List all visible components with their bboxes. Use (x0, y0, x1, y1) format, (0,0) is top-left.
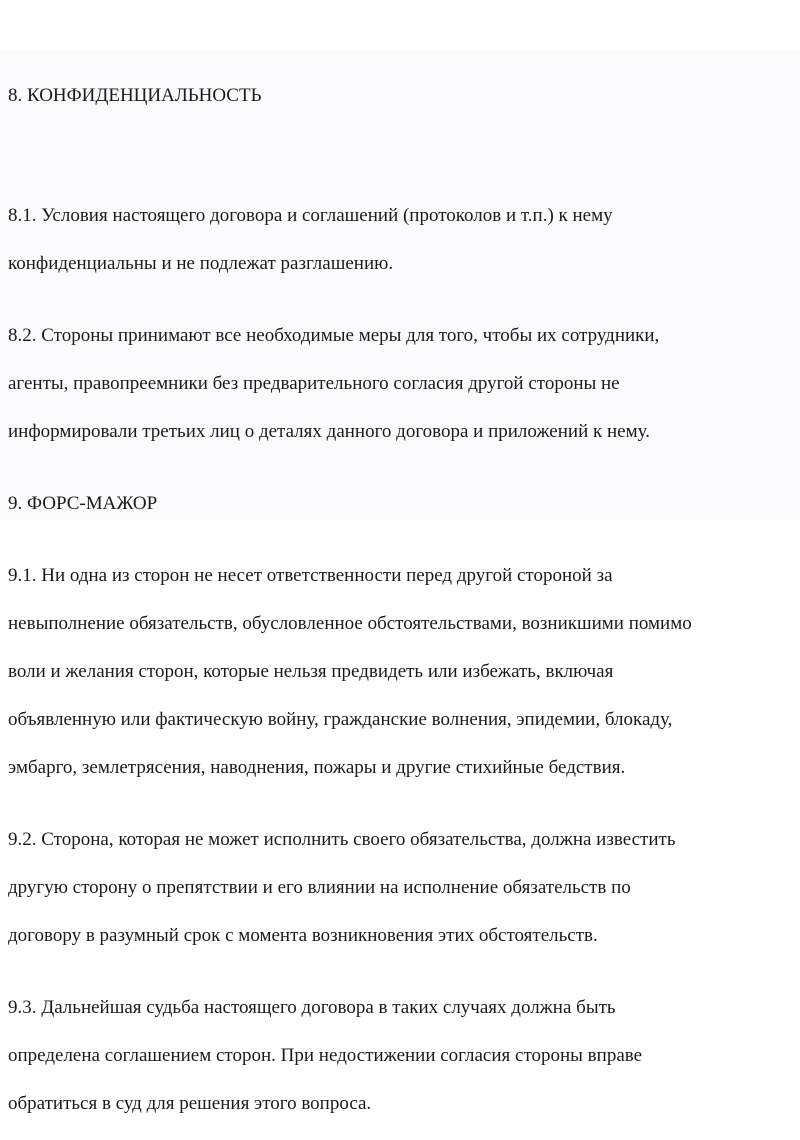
clause-9-1-line-1: 9.1. Ни одна из сторон не несет ответственности перед другой стороной за (8, 565, 613, 586)
clause-9-2-line-2: другую сторону о препятствии и его влиянии на исполнение обязательств по (8, 877, 631, 898)
clause-9-3-line-2: определена соглашением сторон. При недостижении согласия стороны вправе (8, 1045, 643, 1066)
clause-9-2-line-1: 9.2. Сторона, которая не может исполнить своего обязательства, должна известить (8, 829, 676, 850)
blank-line (8, 132, 788, 156)
clause-9-1-line-3: воли и желания сторон, которые нельзя предвидеть или избежать, включая (8, 661, 614, 682)
clause-8-2-line-1: 8.2. Стороны принимают все необходимые меры для того, чтобы их сотрудники, (8, 325, 660, 346)
section-heading-confidentiality: 8. КОНФИДЕНЦИАЛЬНОСТЬ (8, 85, 262, 106)
clause-8-2-line-2: агенты, правопреемники без предварительного согласия другой стороны не (8, 373, 620, 394)
clause-8-1-line-1: 8.1. Условия настоящего договора и соглашений (протоколов и т.п.) к нему (8, 205, 613, 226)
section-heading-force-majeure: 9. ФОРС-МАЖОР (8, 493, 158, 514)
clause-9-1-line-5: эмбарго, землетрясения, наводнения, пожары и другие стихийные бедствия. (8, 757, 626, 778)
clause-9-1-line-4: объявленную или фактическую войну, гражданские волнения, эпидемии, блокаду, (8, 709, 673, 730)
clause-8-1-line-2: конфиденциальны и не подлежат разглашению. (8, 253, 394, 274)
clause-9-3-line-1: 9.3. Дальнейшая судьба настоящего договора в таких случаях должна быть (8, 997, 616, 1018)
clause-9-2-line-3: договору в разумный срок с момента возникновения этих обстоятельств. (8, 925, 598, 946)
clause-8-2-line-3: информировали третьих лиц о деталях данного договора и приложений к нему. (8, 421, 650, 442)
clause-9-1-line-2: невыполнение обязательств, обусловленное обстоятельствами, возникшими помимо (8, 613, 692, 634)
clause-9-3-line-3: обратиться в суд для решения этого вопроса. (8, 1093, 372, 1114)
document-text (8, 60, 788, 1140)
